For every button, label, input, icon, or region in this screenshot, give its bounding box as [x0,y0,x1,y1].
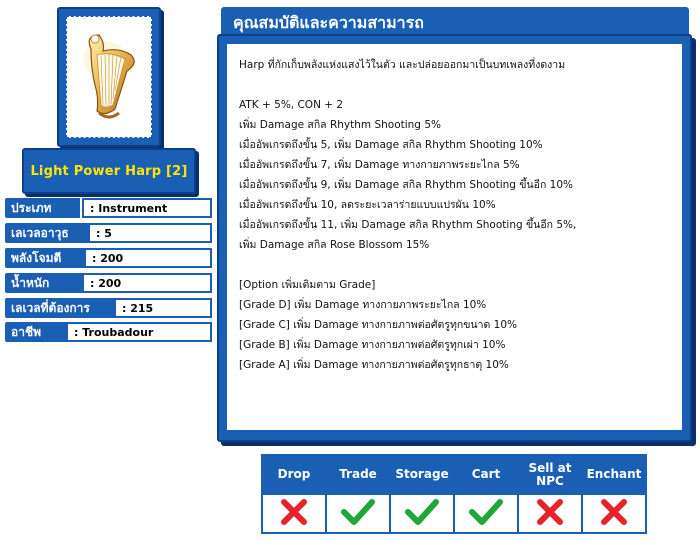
description-line: เมื่ออัพเกรดถึงขั้น 5, เพิ่ม Damage สกิล Rhythm Shooting 10% [239,139,543,151]
trade-cell [455,495,517,532]
trade-header: Trade [339,467,377,481]
item-image-frame [66,16,152,138]
description-line: Harp ที่กักเก็บพลังแห่งแสงไว้ในตัว และปล่อยออกมาเป็นบทเพลงที่งดงาม [239,59,566,71]
cross-icon [535,497,565,531]
stat-value: : 215 [114,298,212,318]
trade-restrictions-table [261,454,647,534]
stat-value: : 200 [82,273,212,293]
stat-row-weight [5,273,212,293]
stat-label: พลังโจมตี [5,248,85,268]
stat-value: : 5 [88,223,212,243]
description-line: เมื่ออัพเกรดถึงขั้น 11, เพิ่ม Damage สกิล Rhythm Shooting ขึ้นอีก 5%, [239,219,577,231]
description-panel [217,34,692,442]
stat-row-required-level [5,298,212,318]
description-line: เมื่ออัพเกรดถึงขั้น 9, เพิ่ม Damage สกิล Rhythm Shooting ขึ้นอีก 10% [239,179,573,191]
cross-icon [599,497,629,531]
description-line: [Grade B] เพิ่ม Damage ทางกายภาพต่อศัตรูทุกเผ่า 10% [239,339,506,351]
description-spacer [239,75,682,95]
check-icon [468,497,504,531]
trade-cell [263,495,325,532]
check-icon [404,497,440,531]
stat-row-attack [5,248,212,268]
stat-value: : Troubadour [66,322,212,342]
stat-label: เลเวลอาวุธ [5,223,89,243]
description-line: ATK + 5%, CON + 2 [239,99,344,111]
trade-cell [519,495,581,532]
description-line: เมื่ออัพเกรดถึงขั้น 7, เพิ่ม Damage ทางกายภาพระยะไกล 5% [239,159,520,171]
harp-icon [75,29,145,124]
trade-header: Storage [395,467,449,481]
panel-header [221,7,689,37]
item-name-plate [22,148,196,194]
trade-header: Sell at NPC [528,460,572,488]
trade-cell [391,495,453,532]
stat-value: : Instrument [82,198,212,218]
description-line: [Option เพิ่มเติมตาม Grade] [239,279,376,291]
description-line: [Grade D] เพิ่ม Damage ทางกายภาพระยะไกล 10% [239,299,487,311]
description-line: เพิ่ม Damage สกิล Rhythm Shooting 5% [239,119,441,131]
stat-value: : 200 [84,248,212,268]
trade-header: Cart [471,467,501,481]
trade-header: Drop [277,467,311,481]
description-spacer [239,255,682,275]
panel-title: คุณสมบัติและความสามารถ [233,13,424,32]
description-line: [Grade C] เพิ่ม Damage ทางกายภาพต่อศัตรูทุกขนาด 10% [239,319,517,331]
item-name: Light Power Harp [2] [30,163,188,179]
stat-label: ประเภท [5,198,80,218]
stat-row-type [5,198,212,218]
description-line: เพิ่ม Damage สกิล Rose Blossom 15% [239,239,430,251]
stat-label: น้ำหนัก [5,273,83,293]
item-image-card [57,7,161,147]
trade-cell [583,495,645,532]
cross-icon [279,497,309,531]
check-icon [340,497,376,531]
stat-row-job [5,322,212,342]
description-line: [Grade A] เพิ่ม Damage ทางกายภาพต่อศัตรูทุกธาตุ 10% [239,359,509,371]
stat-label: อาชีพ [5,322,67,342]
stat-row-weapon-level [5,223,212,243]
description-body [227,44,682,430]
stat-label: เลเวลที่ต้องการ [5,298,115,318]
trade-cell [327,495,389,532]
description-line: เมื่ออัพเกรดถึงขั้น 10, ลดระยะเวลาร่ายแบบแปรผัน 10% [239,199,496,211]
trade-header: Enchant [586,467,642,481]
